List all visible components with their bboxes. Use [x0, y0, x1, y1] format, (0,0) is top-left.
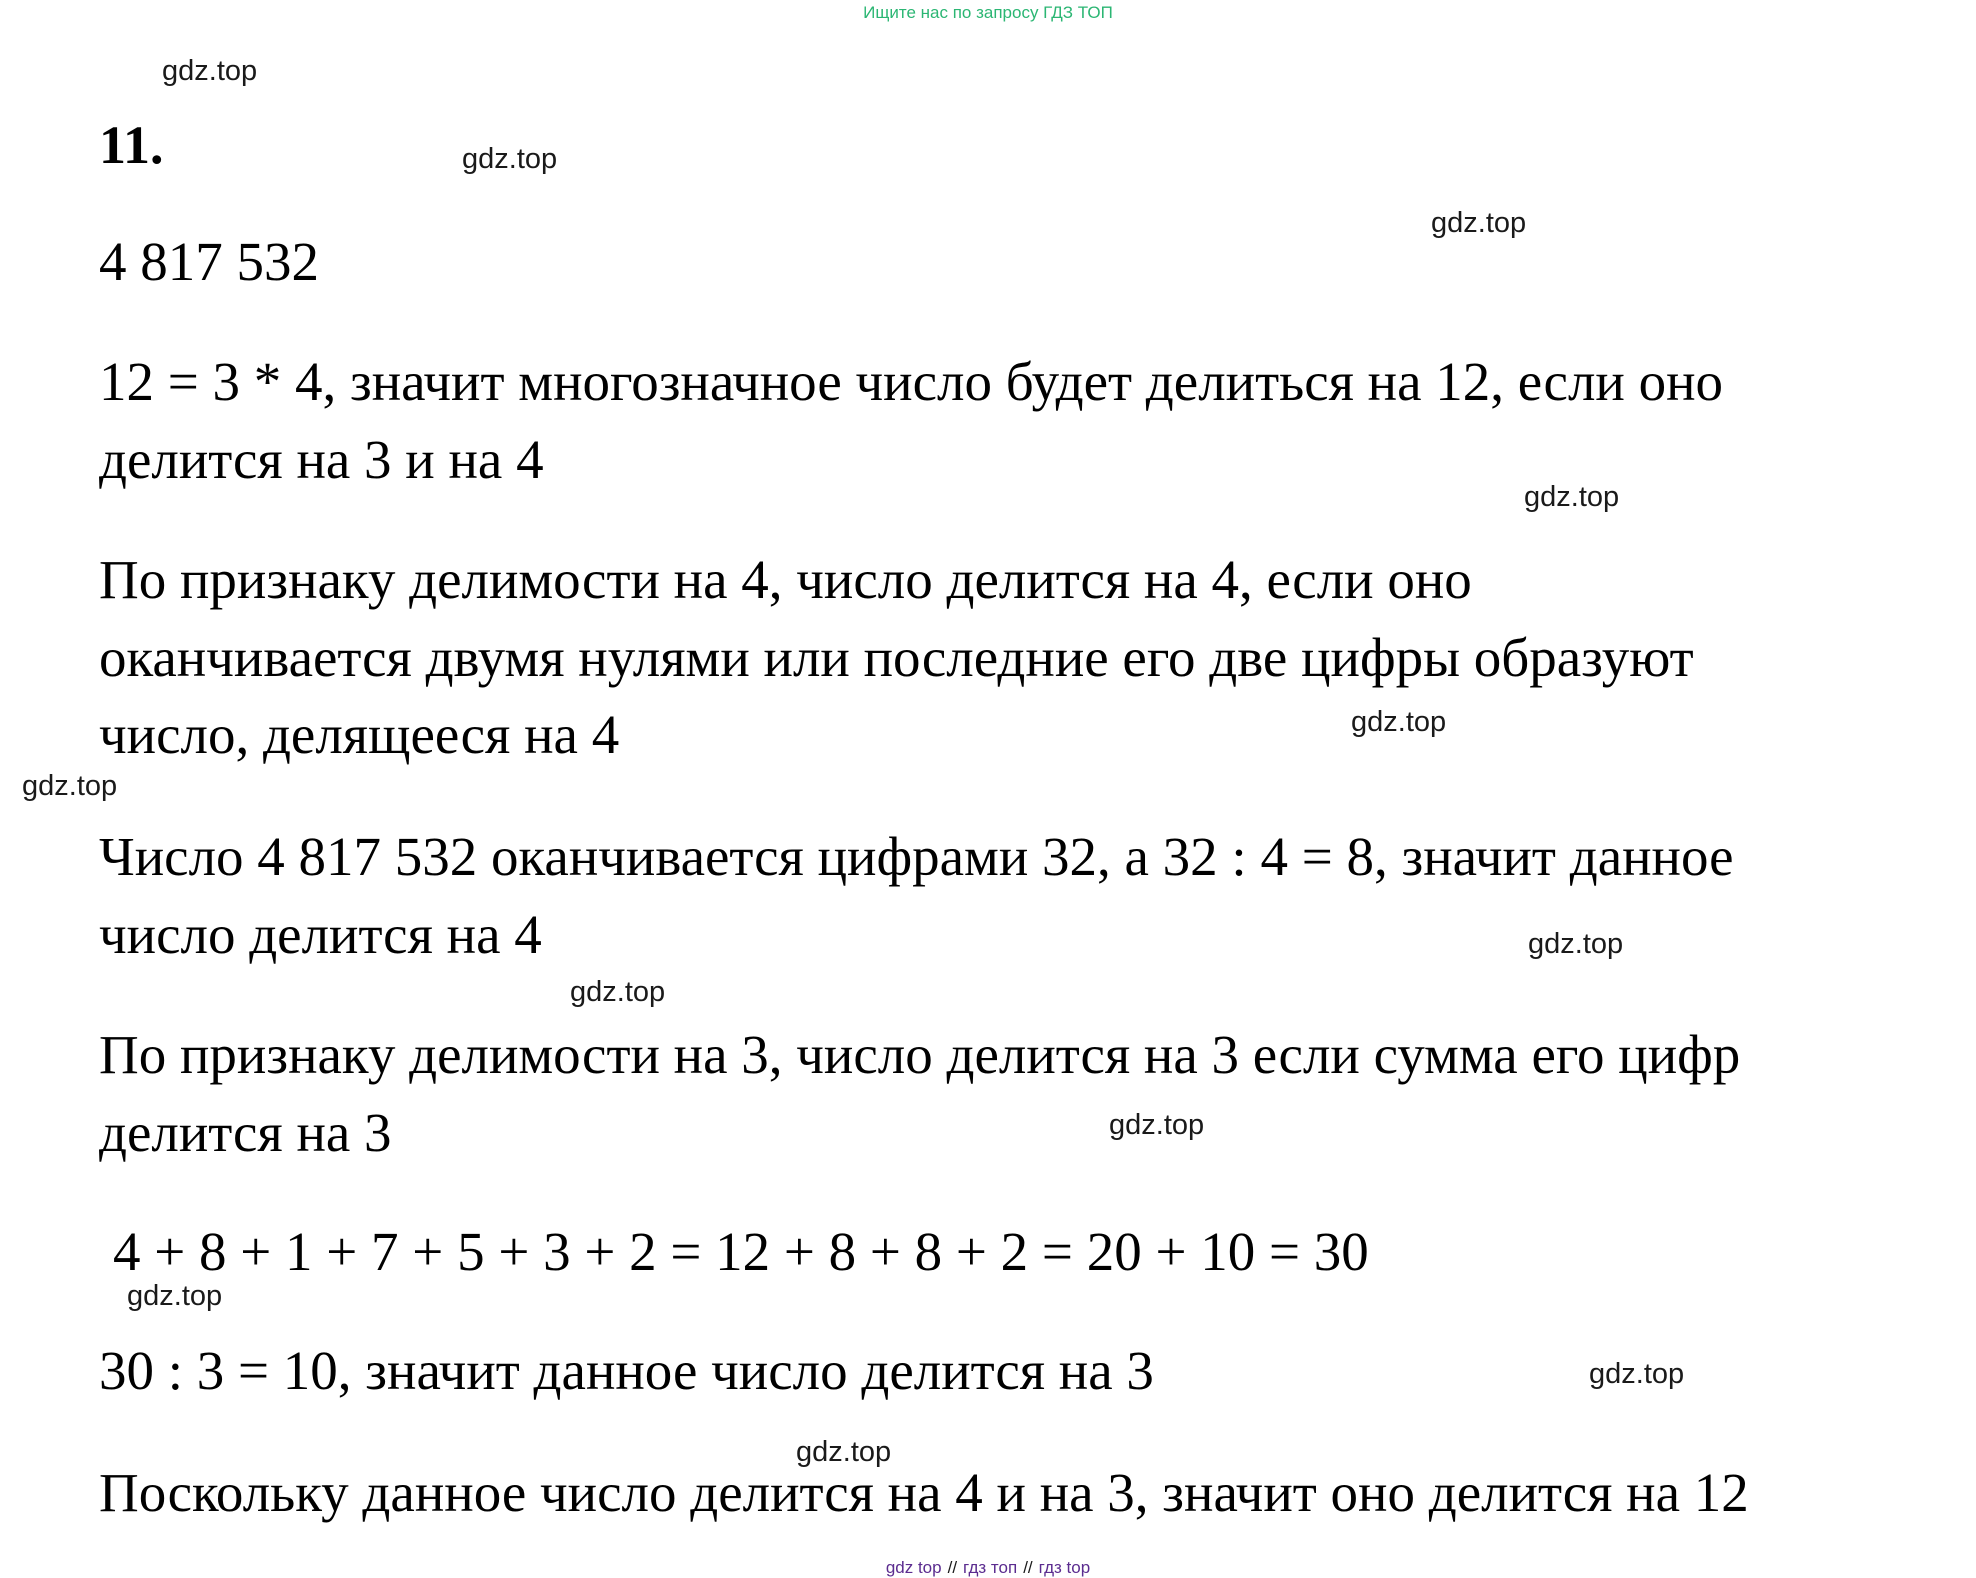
search-banner[interactable]: [0, 3, 1976, 23]
solution-line: 30 : 3 = 10, значит данное число делится на 3: [99, 1340, 1154, 1401]
solution-line: По признаку делимости на 3, число делится на 3 если сумма его цифр: [99, 1024, 1741, 1085]
watermark: gdz.top: [1589, 1358, 1685, 1390]
solution-line: Число 4 817 532 оканчивается цифрами 32, а 32 : 4 = 8, значит данное: [99, 826, 1734, 887]
watermark: gdz.top: [1528, 928, 1624, 960]
watermark: gdz.top: [570, 976, 666, 1008]
footer-link[interactable]: гдз top: [1038, 1558, 1091, 1577]
solution-line: 12 = 3 * 4, значит многозначное число будет делиться на 12, если оно: [99, 351, 1724, 412]
solution-line: делится на 3: [99, 1102, 392, 1163]
watermark: gdz.top: [1109, 1109, 1205, 1141]
solution-line: делится на 3 и на 4: [99, 429, 544, 490]
watermark: gdz.top: [1431, 207, 1527, 239]
watermark: gdz.top: [127, 1280, 223, 1312]
conclusion-line: Поскольку данное число делится на 4 и на 3, значит оно делится на 12: [99, 1462, 1749, 1523]
footer-links: [0, 1558, 1976, 1578]
watermark: gdz.top: [462, 143, 558, 175]
watermark: gdz.top: [1351, 706, 1447, 738]
footer-separator: //: [1023, 1558, 1033, 1577]
footer-link[interactable]: gdz top: [885, 1558, 942, 1577]
watermark: gdz.top: [1524, 481, 1620, 513]
footer-separator: //: [947, 1558, 958, 1577]
watermark: gdz.top: [22, 770, 118, 802]
search-banner-text[interactable]: Ищите нас по запросу ГДЗ ТОП: [863, 3, 1113, 22]
solution-line: число, делящееся на 4: [99, 704, 620, 765]
footer-link[interactable]: гдз топ: [963, 1558, 1018, 1577]
solution-line: оканчивается двумя нулями или последние его две цифры образуют: [99, 627, 1694, 688]
watermark: gdz.top: [162, 55, 258, 87]
given-number: 4 817 532: [99, 231, 319, 292]
task-number: 11.: [99, 115, 164, 175]
solution-line: По признаку делимости на 4, число делится на 4, если оно: [99, 549, 1472, 610]
watermark: gdz.top: [796, 1436, 892, 1468]
solution-line: число делится на 4: [99, 904, 542, 965]
digit-sum-equation: 4 + 8 + 1 + 7 + 5 + 3 + 2 = 12 + 8 + 8 + 2 = 20 + 10 = 30: [113, 1221, 1369, 1282]
